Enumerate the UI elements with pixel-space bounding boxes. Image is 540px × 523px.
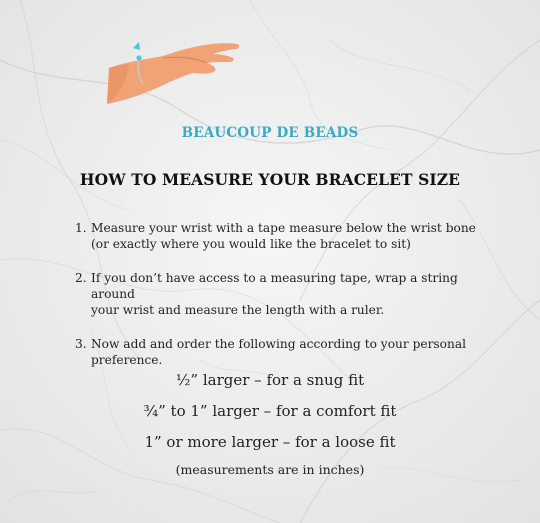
step-number: 3. <box>75 337 87 351</box>
fit-option-comfort: ¾” to 1” larger – for a comfort fit <box>143 402 397 420</box>
fit-option-loose: 1” or more larger – for a loose fit <box>144 433 396 451</box>
step-text-line: your wrist and measure the length with a ruler. <box>91 303 385 317</box>
step-text-line: Measure your wrist with a tape measure below the wrist bone <box>91 221 476 235</box>
step-text-line: (or exactly where you would like the bracelet to sit) <box>91 237 411 251</box>
hand-with-bracelet-icon <box>103 38 243 108</box>
step-number: 2. <box>75 271 87 285</box>
step-number: 1. <box>75 221 87 235</box>
step-text-line: Now add and order the following according to your personal <box>91 337 467 351</box>
step-text-line: preference. <box>91 353 163 367</box>
list-item <box>75 336 505 368</box>
page-title: HOW TO MEASURE YOUR BRACELET SIZE <box>79 170 461 189</box>
instruction-list <box>75 220 505 386</box>
brand-name: BEAUCOUP DE BEADS <box>181 125 359 141</box>
units-note: (measurements are in inches) <box>175 462 365 477</box>
step-text-line: If you don’t have access to a measuring tape, wrap a string around <box>91 271 458 301</box>
list-item <box>75 270 505 318</box>
list-item <box>75 220 505 252</box>
fit-option-snug: ½” larger – for a snug fit <box>175 371 365 389</box>
